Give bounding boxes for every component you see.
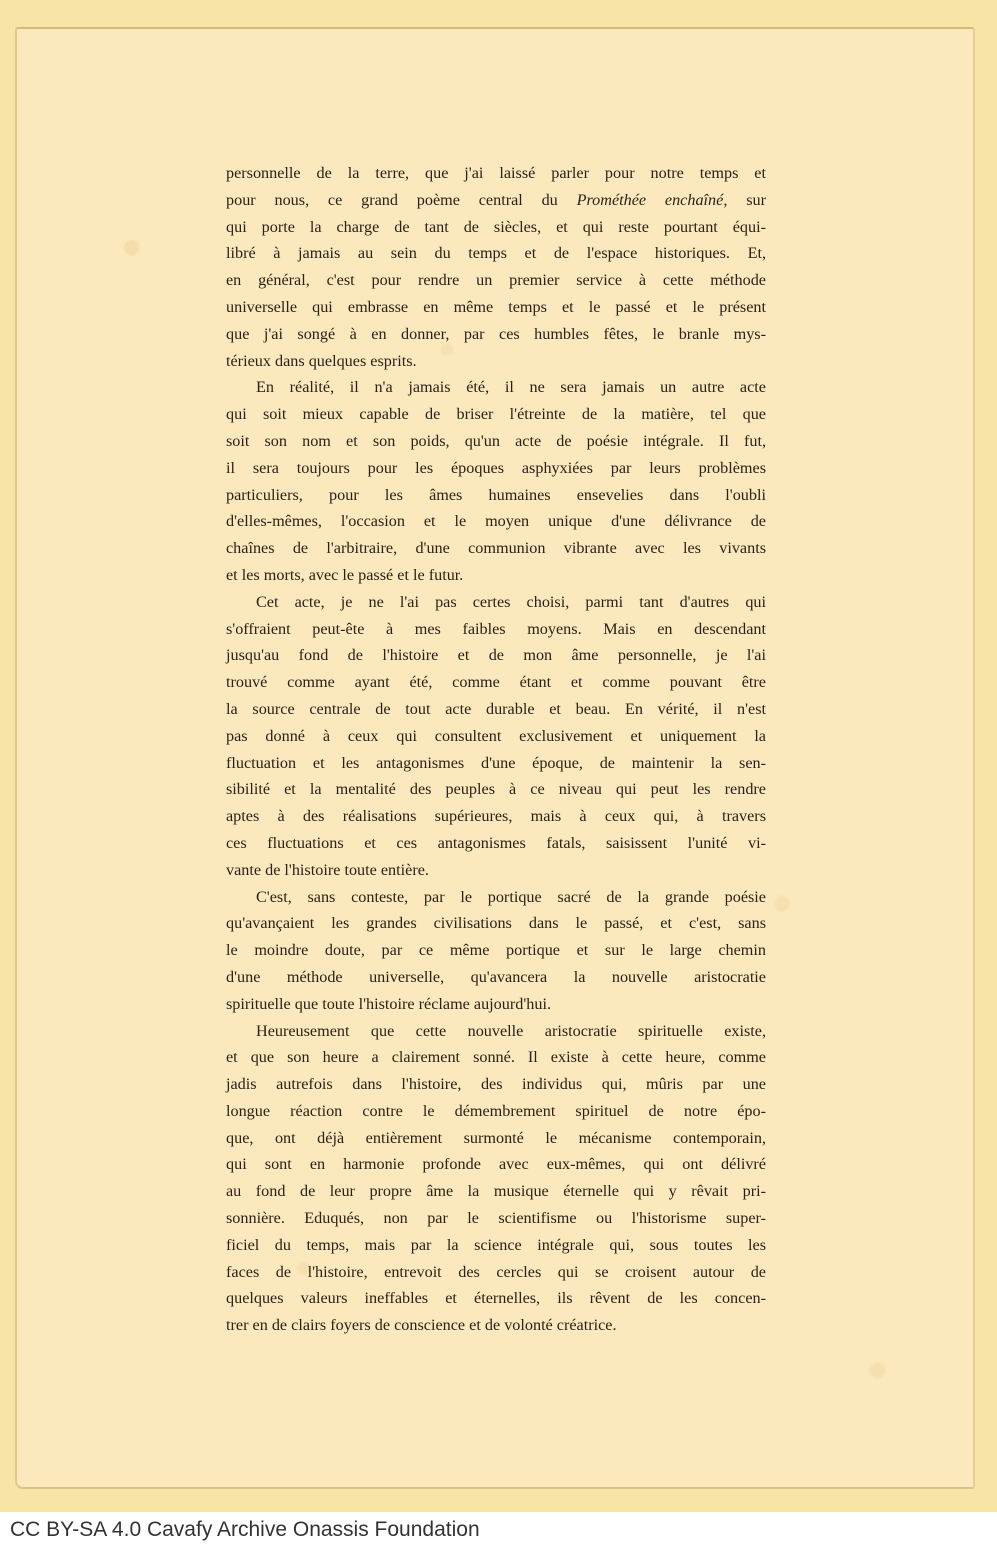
text-line — [226, 187, 766, 214]
text-line: ces fluctuations et ces antagonismes fatals, saisissent l'unité vi- — [226, 833, 766, 852]
italic-title: Prométhée enchaîné, — [576, 190, 728, 209]
paragraph — [226, 884, 766, 1018]
text-line: quelques valeurs ineffables et éternelles, ils rêvent de les concen- — [226, 1289, 766, 1308]
text-line: fluctuation et les antagonismes d'une époque, de maintenir la sen- — [226, 753, 766, 772]
text-line: il sera toujours pour les époques asphyxiées par leurs problèmes — [226, 458, 766, 477]
text-line: qui sont en harmonie profonde avec eux-mêmes, qui ont délivré — [226, 1155, 766, 1174]
text-line: et que son heure a clairement sonné. Il existe à cette heure, comme — [226, 1048, 766, 1067]
paragraph — [226, 589, 766, 884]
text-line: Heureusement que cette nouvelle aristocratie spirituelle existe, — [256, 1021, 766, 1040]
text-line: la source centrale de tout acte durable et beau. En vérité, il n'est — [226, 699, 766, 718]
text-line: En réalité, il n'a jamais été, il ne sera jamais un autre acte — [256, 378, 766, 397]
text-line: jadis autrefois dans l'histoire, des individus qui, mûris par une — [226, 1075, 766, 1094]
text-line: aptes à des réalisations supérieures, mais à ceux qui, à travers — [226, 807, 766, 826]
text-line: spirituelle que toute l'histoire réclame aujourd'hui. — [226, 994, 551, 1013]
text-segment: sur — [727, 190, 766, 209]
text-line: que, ont déjà entièrement surmonté le mécanisme contemporain, — [226, 1128, 766, 1147]
text-line: le moindre doute, par ce même portique et sur le large chemin — [226, 941, 766, 960]
paragraph — [226, 374, 766, 588]
text-segment: pour nous, ce grand poème central du — [226, 190, 577, 209]
paragraph — [226, 160, 766, 374]
text-line: et les morts, avec le passé et le futur. — [226, 565, 464, 584]
text-line: faces de l'histoire, entrevoit des cercles qui se croisent autour de — [226, 1262, 766, 1281]
text-line: d'elles-mêmes, l'occasion et le moyen unique d'une délivrance de — [226, 512, 766, 531]
text-line: sonnière. Eduqués, non par le scientifisme ou l'historisme super- — [226, 1209, 766, 1228]
text-line: qui porte la charge de tant de siècles, et qui reste pourtant équi- — [226, 217, 766, 236]
text-line: C'est, sans conteste, par le portique sacré de la grande poésie — [256, 887, 766, 906]
text-line: que j'ai songé à en donner, par ces humbles fêtes, le branle mys- — [226, 324, 766, 343]
text-line: longue réaction contre le démembrement spirituel de notre épo- — [226, 1101, 766, 1120]
text-line: personnelle de la terre, que j'ai laissé parler pour notre temps et — [226, 164, 766, 182]
text-line: en général, c'est pour rendre un premier service à cette méthode — [226, 271, 766, 290]
text-line: soit son nom et son poids, qu'un acte de poésie intégrale. Il fut, — [226, 431, 766, 450]
text-line: Cet acte, je ne l'ai pas certes choisi, parmi tant d'autres qui — [256, 592, 766, 611]
document-body — [226, 160, 766, 1339]
text-line: vante de l'histoire toute entière. — [226, 860, 429, 879]
text-line: pas donné à ceux qui consultent exclusivement et uniquement la — [226, 726, 766, 745]
text-line: libré à jamais au sein du temps et de l'espace historiques. Et, — [226, 244, 766, 263]
license-credit: CC BY-SA 4.0 Cavafy Archive Onassis Foundation — [10, 1518, 480, 1541]
text-line: sibilité et la mentalité des peuples à ce niveau qui peut les rendre — [226, 780, 766, 799]
text-line: ficiel du temps, mais par la science intégrale qui, sous toutes les — [226, 1235, 766, 1254]
text-line: qu'avançaient les grandes civilisations dans le passé, et c'est, sans — [226, 914, 766, 933]
text-line: jusqu'au fond de l'histoire et de mon âme personnelle, je l'ai — [226, 646, 766, 665]
text-line: trouvé comme ayant été, comme étant et comme pouvant être — [226, 673, 766, 692]
text-line: d'une méthode universelle, qu'avancera la nouvelle aristocratie — [226, 967, 766, 986]
text-line: s'offraient peut-ête à mes faibles moyens. Mais en descendant — [226, 619, 766, 638]
text-line: térieux dans quelques esprits. — [226, 351, 417, 370]
text-line: chaînes de l'arbitraire, d'une communion vibrante avec les vivants — [226, 539, 766, 558]
paragraph — [226, 1018, 766, 1340]
text-line: trer en de clairs foyers de conscience et de volonté créatrice. — [226, 1316, 617, 1335]
text-line: au fond de leur propre âme la musique éternelle qui y rêvait pri- — [226, 1182, 766, 1201]
text-line: qui soit mieux capable de briser l'étreinte de la matière, tel que — [226, 405, 766, 424]
text-line: universelle qui embrasse en même temps et le passé et le présent — [226, 297, 766, 316]
text-line: particuliers, pour les âmes humaines ensevelies dans l'oubli — [226, 485, 766, 504]
